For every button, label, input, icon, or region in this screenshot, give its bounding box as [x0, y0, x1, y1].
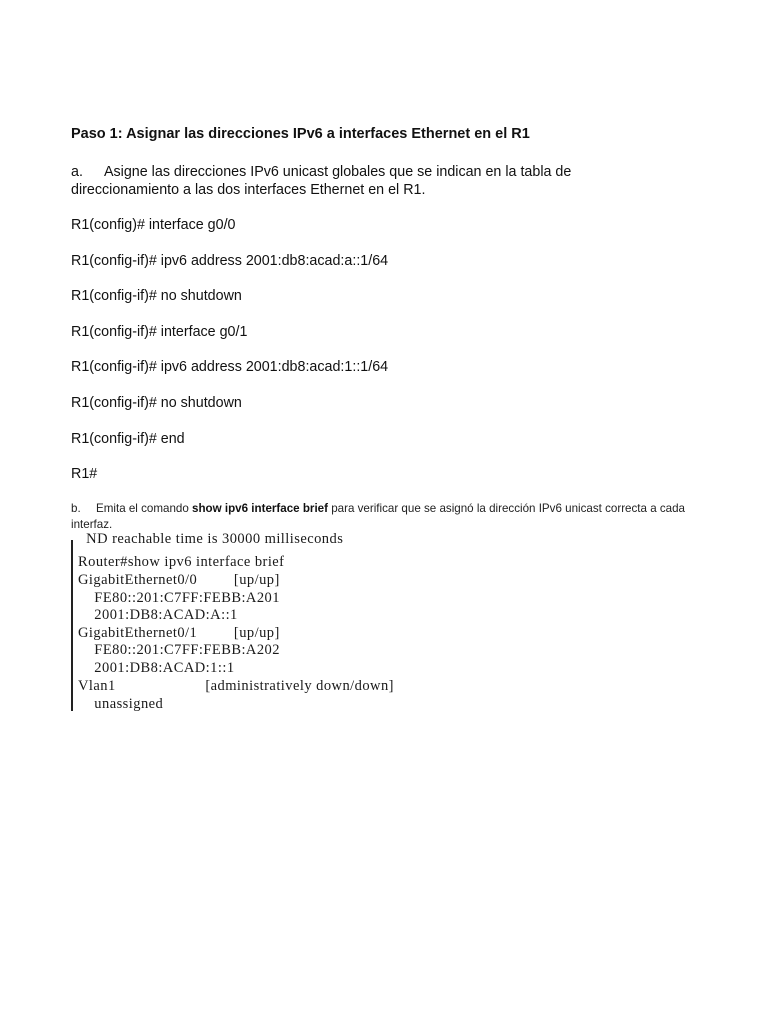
step-b-instruction: [71, 501, 711, 532]
command-line: R1(config-if)# ipv6 address 2001:db8:acad:1::1/64: [71, 359, 389, 375]
command-line: R1(config)# interface g0/0: [71, 217, 236, 233]
terminal-line: Router#show ipv6 interface brief: [78, 554, 285, 570]
terminal-line: 2001:DB8:ACAD:1::1: [78, 660, 235, 676]
command-line: R1(config-if)# ipv6 address 2001:db8:acad:a::1/64: [71, 253, 389, 269]
step-b-command: show ipv6 interface brief: [192, 502, 328, 515]
command-line: R1(config-if)# interface g0/1: [71, 324, 248, 340]
step-b-text-before: Emita el comando: [96, 502, 193, 515]
step-a-marker: a.: [71, 164, 83, 180]
terminal-line: FE80::201:C7FF:FEBB:A202: [78, 642, 280, 658]
terminal-line: ND reachable time is 30000 milliseconds: [78, 531, 344, 547]
terminal-line: unassigned: [78, 696, 164, 712]
terminal-line: 2001:DB8:ACAD:A::1: [78, 607, 238, 623]
step-heading: Paso 1: Asignar las direcciones IPv6 a interfaces Ethernet en el R1: [71, 126, 530, 142]
step-a-instruction: [71, 163, 631, 199]
terminal-output-screenshot: [71, 531, 633, 712]
terminal-line: FE80::201:C7FF:FEBB:A201: [78, 590, 280, 606]
command-line: R1#: [71, 466, 98, 482]
command-line: R1(config-if)# end: [71, 431, 185, 447]
terminal-line: GigabitEthernet0/0 [up/up]: [78, 572, 280, 588]
step-a-text: Asigne las direcciones IPv6 unicast globales que se indican en la tabla de direccionamiento a las dos interfaces Ethernet en el R1.: [71, 164, 572, 198]
step-b-text-after: para verificar que se asignó la dirección IPv6 unicast correcta a cada interfaz.: [71, 502, 686, 531]
command-line: R1(config-if)# no shutdown: [71, 288, 242, 304]
command-line: R1(config-if)# no shutdown: [71, 395, 242, 411]
step-b-marker: b.: [71, 502, 81, 515]
terminal-line: GigabitEthernet0/1 [up/up]: [78, 625, 280, 641]
terminal-line: Vlan1 [administratively down/down]: [78, 678, 394, 694]
